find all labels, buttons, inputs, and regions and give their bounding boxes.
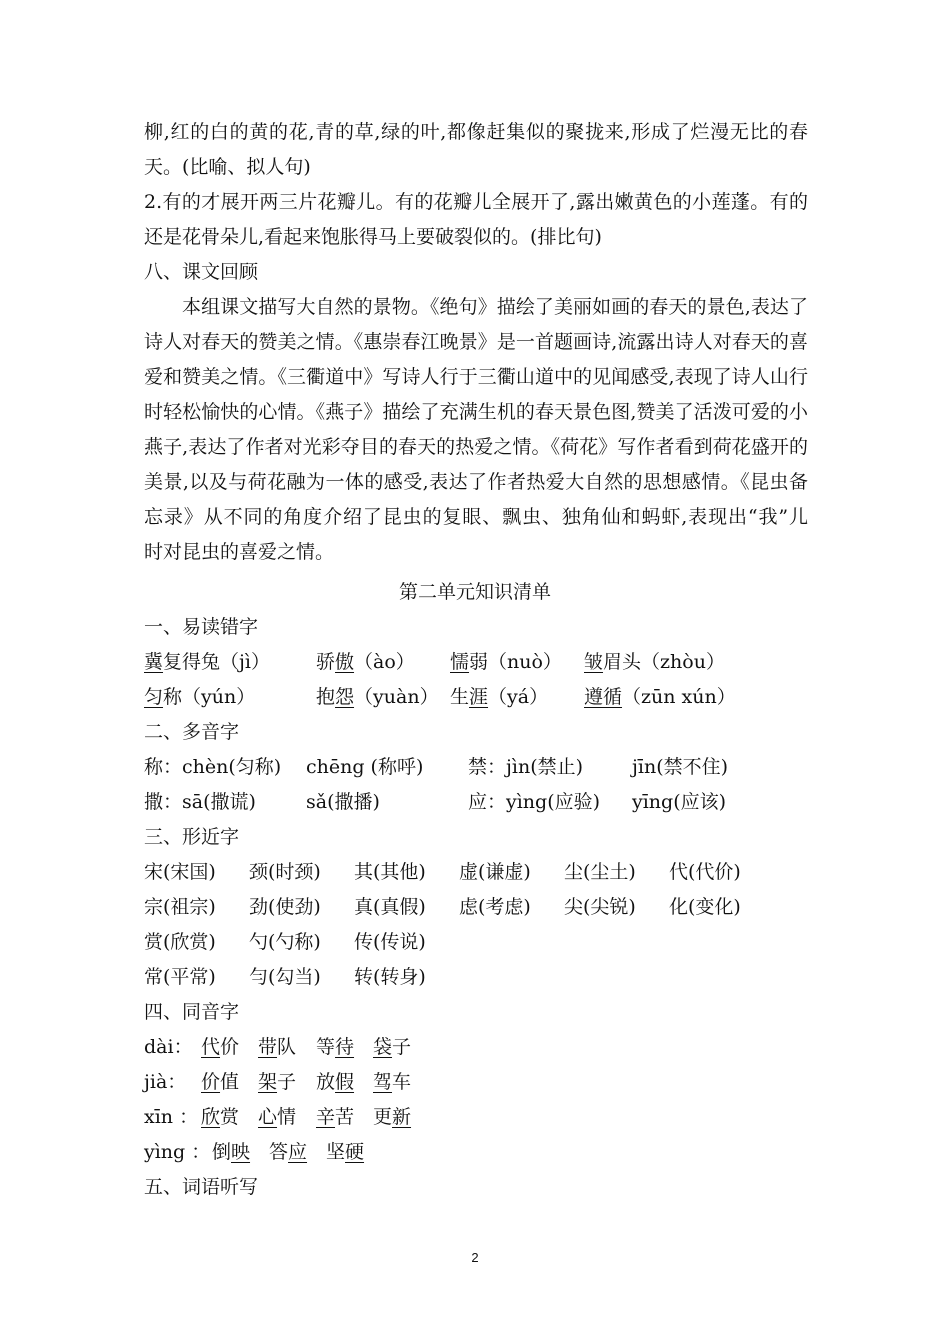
underlined-char: 傲 <box>335 651 355 673</box>
homophone-word: 辛苦 <box>316 1106 355 1128</box>
underlined-char: 带 <box>258 1036 278 1058</box>
similar-char-item: 真(真假) <box>354 896 426 918</box>
misread-item: 皱眉头（zhòu） <box>584 651 725 673</box>
homophone-word: 更新 <box>373 1106 412 1128</box>
misread-item: 遵循（zūn xún） <box>584 686 736 708</box>
similar-char-item: 赏(欣赏) <box>144 931 216 953</box>
underlined-char: 架 <box>258 1071 278 1093</box>
similar-char-item: 劲(使劲) <box>249 896 321 918</box>
underlined-char: 涯 <box>469 686 489 708</box>
underlined-char: 懦 <box>450 651 470 673</box>
body-line: 时对昆虫的喜爱之情。 <box>144 541 335 563</box>
underlined-char: 价 <box>201 1071 221 1093</box>
underlined-char: 遵循 <box>584 686 623 708</box>
homophone-pinyin: yìng ： <box>144 1141 211 1163</box>
homophone-word: 等待 <box>316 1036 355 1058</box>
underlined-char: 袋 <box>373 1036 393 1058</box>
underlined-char: 冀 <box>144 651 164 673</box>
similar-char-item: 尘(尘土) <box>564 861 636 883</box>
body-line: 燕子,表达了作者对光彩夺目的春天的热爱之情。《荷花》写作者看到荷花盛开的 <box>144 436 808 458</box>
section-heading: 三、形近字 <box>144 826 240 848</box>
underlined-char: 心 <box>258 1106 278 1128</box>
underlined-char: 辛 <box>316 1106 336 1128</box>
misread-item: 骄傲（ào） <box>316 651 415 673</box>
body-line: 本组课文描写大自然的景物。《绝句》描绘了美丽如画的春天的景色,表达了 <box>182 296 808 318</box>
similar-char-item: 宋(宋国) <box>144 861 216 883</box>
underlined-char: 新 <box>392 1106 412 1128</box>
underlined-char: 假 <box>335 1071 355 1093</box>
homophone-word: 架子 <box>258 1071 297 1093</box>
homophone-word: 驾车 <box>373 1071 412 1093</box>
underlined-char: 映 <box>231 1141 251 1163</box>
similar-char-item: 代(代价) <box>669 861 741 883</box>
body-line: 2.有的才展开两三片花瓣儿。有的花瓣儿全展开了,露出嫩黄色的小莲蓬。有的 <box>144 191 808 213</box>
homophone-pinyin: xīn ： <box>144 1106 199 1128</box>
polyphone-item: jīn(禁不住) <box>632 756 729 778</box>
homophone-word: 倒映 <box>212 1141 251 1163</box>
section-heading: 八、课文回顾 <box>144 261 259 283</box>
similar-char-item: 常(平常) <box>144 966 216 988</box>
homophone-word: 坚硬 <box>326 1141 365 1163</box>
section-heading: 四、同音字 <box>144 1001 240 1023</box>
similar-char-item: 勺(勺称) <box>249 931 321 953</box>
polyphone-item: 禁：jìn(禁止) <box>468 756 584 778</box>
body-line: 诗人对春天的赞美之情。《惠崇春江晚景》是一首题画诗,流露出诗人对春天的喜 <box>144 331 808 353</box>
page-number: 2 <box>471 1250 479 1265</box>
underlined-char: 待 <box>335 1036 355 1058</box>
body-line: 爱和赞美之情。《三衢道中》写诗人行于三衢山道中的见闻感受,表现了诗人山行 <box>144 366 808 388</box>
underlined-char: 欣 <box>201 1106 221 1128</box>
body-line: 美景,以及与荷花融为一体的感受,表达了作者热爱大自然的思想感情。《昆虫备 <box>144 471 808 493</box>
homophone-word: 答应 <box>269 1141 308 1163</box>
body-line: 柳,红的白的黄的花,青的草,绿的叶,都像赶集似的聚拢来,形成了烂漫无比的春 <box>144 121 808 143</box>
underlined-char: 硬 <box>345 1141 365 1163</box>
underlined-char: 皱 <box>584 651 604 673</box>
misread-item: 懦弱（nuò） <box>450 651 562 673</box>
underlined-char: 驾 <box>373 1071 393 1093</box>
section-heading: 一、易读错字 <box>144 616 259 638</box>
misread-item: 生涯（yá） <box>450 686 549 708</box>
underlined-char: 代 <box>201 1036 221 1058</box>
underlined-char: 匀 <box>144 686 164 708</box>
similar-char-item: 化(变化) <box>669 896 741 918</box>
similar-char-item: 颈(时颈) <box>249 861 321 883</box>
section-heading: 二、多音字 <box>144 721 240 743</box>
polyphone-item: chēng (称呼) <box>306 756 424 778</box>
similar-char-item: 勻(勾当) <box>249 966 321 988</box>
similar-char-item: 虚(谦虚) <box>459 861 531 883</box>
homophone-word: 欣赏 <box>201 1106 240 1128</box>
misread-item: 冀复得兔（jì） <box>144 651 270 673</box>
body-line: 忘录》从不同的角度介绍了昆虫的复眼、飘虫、独角仙和蚂虾,表现出“我”儿 <box>144 506 808 528</box>
polyphone-item: 应：yìng(应验) <box>468 791 601 813</box>
similar-char-item: 虑(考虑) <box>459 896 531 918</box>
similar-char-item: 宗(祖宗) <box>144 896 216 918</box>
homophone-word: 价值 <box>201 1071 240 1093</box>
polyphone-item: yīng(应该) <box>632 791 727 813</box>
homophone-pinyin: jià： <box>144 1071 187 1093</box>
unit-title: 第二单元知识清单 <box>398 581 551 603</box>
similar-char-item: 传(传说) <box>354 931 426 953</box>
body-line: 时轻松愉快的心情。《燕子》描绘了充满生机的春天景色图,赞美了活泼可爱的小 <box>144 401 808 423</box>
homophone-word: 袋子 <box>373 1036 412 1058</box>
section-heading: 五、词语听写 <box>144 1176 259 1198</box>
misread-item: 匀称（yún） <box>144 686 256 708</box>
underlined-char: 应 <box>288 1141 308 1163</box>
similar-char-item: 其(其他) <box>354 861 426 883</box>
homophone-word: 心情 <box>258 1106 297 1128</box>
homophone-word: 带队 <box>258 1036 297 1058</box>
similar-char-item: 尖(尖锐) <box>564 896 636 918</box>
body-line: 天。(比喻、拟人句) <box>144 156 311 178</box>
polyphone-item: sǎ(撒播) <box>306 791 380 813</box>
homophone-pinyin: dài： <box>144 1036 193 1058</box>
underlined-char: 怨 <box>335 686 355 708</box>
homophone-word: 代价 <box>201 1036 240 1058</box>
polyphone-item: 称：chèn(匀称) <box>144 756 282 778</box>
polyphone-item: 撒：sā(撒谎) <box>144 791 256 813</box>
misread-item: 抱怨（yuàn） <box>316 686 439 708</box>
similar-char-item: 转(转身) <box>354 966 426 988</box>
body-line: 还是花骨朵儿,看起来饱胀得马上要破裂似的。(排比句) <box>144 226 602 248</box>
homophone-word: 放假 <box>316 1071 355 1093</box>
